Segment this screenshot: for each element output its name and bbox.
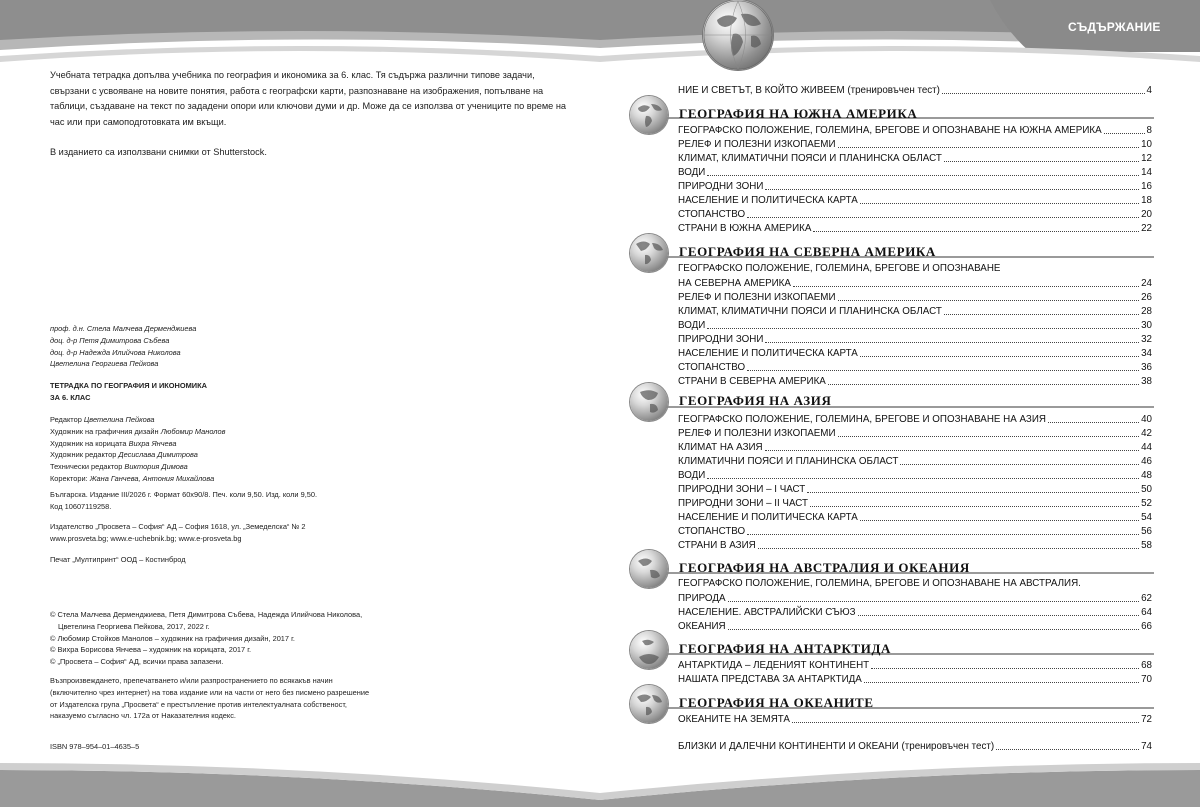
- toc-page-number: 28: [1141, 306, 1152, 317]
- toc-leader: [1104, 132, 1145, 134]
- toc-entry[interactable]: [678, 137, 1152, 151]
- toc-entry[interactable]: [678, 179, 1152, 193]
- toc-entry-title: БЛИЗКИ И ДАЛЕЧНИ КОНТИНЕНТИ И ОКЕАНИ (тренировъчен тест): [678, 741, 995, 752]
- toc-leader: [838, 299, 1140, 301]
- toc-leader: [747, 216, 1139, 218]
- toc-leader: [792, 721, 1139, 723]
- toc-leader: [793, 285, 1139, 287]
- toc-leader: [765, 341, 1139, 343]
- toc-entry[interactable]: [678, 262, 1152, 276]
- globe-icon: [630, 685, 668, 723]
- toc-entry[interactable]: [678, 207, 1152, 221]
- toc-entry-title: СТРАНИ В ЮЖНА АМЕРИКА: [678, 223, 812, 234]
- toc-leader: [1048, 421, 1139, 423]
- credit-name: Вихра Янчева: [128, 438, 177, 448]
- toc-entry-title: НА СЕВЕРНА АМЕРИКА: [678, 278, 791, 289]
- toc-page-number: 16: [1141, 181, 1152, 192]
- credit-role: Художник на графичния дизайн: [50, 426, 159, 436]
- toc-entry-title: ВОДИ: [678, 167, 706, 178]
- toc-entry-title: НАСЕЛЕНИЕ И ПОЛИТИЧЕСКА КАРТА: [678, 348, 858, 359]
- toc-page-number: 74: [1141, 741, 1152, 752]
- toc-entry-title: СТРАНИ В СЕВЕРНА АМЕРИКА: [678, 376, 826, 387]
- toc-page-number: 54: [1141, 512, 1152, 523]
- toc-entry[interactable]: [678, 304, 1152, 318]
- toc-entry[interactable]: [678, 346, 1152, 360]
- section-heading[interactable]: ГЕОГРАФИЯ НА ОКЕАНИТЕ: [679, 695, 874, 710]
- toc-entry-title: СТРАНИ В АЗИЯ: [678, 540, 756, 551]
- toc-entry[interactable]: [678, 591, 1152, 605]
- toc-entry-title: ПРИРОДА: [678, 593, 726, 604]
- copyright-line: © Стела Малчева Дерменджиева, Петя Димитрова Събева, Надежда Илийчова Николова,: [50, 610, 363, 619]
- book-title-line: ТЕТРАДКА ПО ГЕОГРАФИЯ И ИКОНОМИКА: [50, 381, 207, 390]
- toc-page-number: 36: [1141, 362, 1152, 373]
- edition-line: Българска. Издание III/2026 г. Формат 60х90/8. Печ. коли 9,50. Изд. коли 9,50.: [50, 490, 318, 499]
- toc-entry[interactable]: [678, 619, 1152, 633]
- toc-leader: [996, 748, 1139, 750]
- toc-entry[interactable]: [678, 123, 1152, 137]
- toc-entry-title: КЛИМАТ, КЛИМАТИЧНИ ПОЯСИ И ПЛАНИНСКА ОБЛАСТ: [678, 153, 942, 164]
- toc-page-number: 10: [1141, 139, 1152, 150]
- toc-entry-title: СТОПАНСТВО: [678, 362, 746, 373]
- toc-leader: [728, 628, 1140, 630]
- toc-entry[interactable]: [678, 510, 1152, 524]
- toc-entry[interactable]: [678, 712, 1152, 726]
- edition-line: Код 10607119258.: [50, 501, 112, 511]
- credit-role: Художник на корицата: [50, 438, 127, 448]
- legal-line: (включително чрез интернет) на това издание или на части от него без писмено разрешение: [50, 687, 370, 697]
- toc-page-number: 52: [1141, 498, 1152, 509]
- copyright-line: © Вихра Борисова Янчева – художник на корицата, 2017 г.: [50, 645, 252, 655]
- toc-entry[interactable]: [678, 165, 1152, 179]
- toc-entry-title: ПРИРОДНИ ЗОНИ – II ЧАСТ: [678, 498, 808, 509]
- toc-entry-title: КЛИМАТИЧНИ ПОЯСИ И ПЛАНИНСКА ОБЛАСТ: [678, 456, 899, 467]
- globe-icon: [630, 383, 668, 421]
- toc-entry[interactable]: [678, 658, 1152, 672]
- toc-entry[interactable]: [678, 482, 1152, 496]
- author: доц. д-р Надежда Илийчова Николова: [50, 347, 181, 357]
- toc-entry[interactable]: [678, 276, 1152, 290]
- toc-leader: [858, 614, 1140, 616]
- credit-name: Любомир Манолов: [160, 426, 226, 436]
- toc-entry[interactable]: [678, 360, 1152, 374]
- toc-leader: [758, 547, 1139, 549]
- toc-page-number: 64: [1141, 607, 1152, 618]
- toc-entry-title: ГЕОГРАФСКО ПОЛОЖЕНИЕ, ГОЛЕМИНА, БРЕГОВЕ И ОПОЗНАВАНЕ: [678, 263, 1001, 274]
- section-heading[interactable]: ГЕОГРАФИЯ НА АВСТРАЛИЯ И ОКЕАНИЯ: [679, 560, 970, 575]
- author: Цветелина Георгиева Пейкова: [50, 359, 159, 369]
- toc-leader: [864, 681, 1139, 683]
- credit-name: Виктория Димова: [124, 462, 188, 472]
- toc-leader: [747, 533, 1139, 535]
- toc-page-number: 50: [1141, 484, 1152, 495]
- toc-entry[interactable]: [678, 524, 1152, 538]
- toc-page-number: 18: [1141, 195, 1152, 206]
- legal-line: наказуемо съгласно чл. 172а от Наказателния кодекс.: [50, 711, 236, 721]
- toc-page-number: 22: [1141, 223, 1152, 234]
- toc-leader: [944, 160, 1139, 162]
- toc-entry-title: ОКЕАНИТЕ НА ЗЕМЯТА: [678, 714, 790, 725]
- toc-entry-title: РЕЛЕФ И ПОЛЕЗНИ ИЗКОПАЕМИ: [678, 428, 836, 439]
- intro-text: [50, 68, 568, 176]
- toc-page-number: 34: [1141, 348, 1152, 359]
- publisher-info: [50, 521, 306, 545]
- toc-entry-title: ВОДИ: [678, 470, 706, 481]
- toc-leader: [871, 667, 1139, 669]
- toc-leader: [813, 230, 1139, 232]
- credit-name: Десислава Димитрова: [118, 450, 198, 460]
- toc-leader: [810, 505, 1139, 507]
- toc-leader: [860, 202, 1139, 204]
- toc-page-number: 66: [1141, 621, 1152, 632]
- toc-page-number: 48: [1141, 470, 1152, 481]
- toc-entry-title: СТОПАНСТВО: [678, 209, 746, 220]
- isbn: ISBN 978–954–01–4635–5: [50, 742, 140, 751]
- toc-entry-title: СТОПАНСТВО: [678, 526, 746, 537]
- credit-line: [50, 426, 225, 438]
- toc-entry-title: КЛИМАТ, КЛИМАТИЧНИ ПОЯСИ И ПЛАНИНСКА ОБЛАСТ: [678, 306, 942, 317]
- toc-entry[interactable]: [678, 454, 1152, 468]
- book-title-line: ЗА 6. КЛАС: [50, 392, 91, 402]
- toc-entry[interactable]: [678, 538, 1152, 552]
- credit-role: Художник редактор: [50, 450, 117, 460]
- toc-leader: [728, 600, 1140, 602]
- credits-list: [50, 414, 225, 485]
- author: проф. д.н. Стела Малчева Дерменджиева: [50, 324, 197, 333]
- edition-info: [50, 489, 317, 513]
- globe-icon: [630, 631, 668, 669]
- toc-entry-title: КЛИМАТ НА АЗИЯ: [678, 442, 763, 453]
- toc-page-number: 14: [1141, 167, 1152, 178]
- toc-entry-title: АНТАРКТИДА – ЛЕДЕНИЯТ КОНТИНЕНТ: [678, 660, 870, 671]
- toc-entry[interactable]: [678, 605, 1152, 619]
- toc-page-number: 26: [1141, 292, 1152, 303]
- toc-page-number: 32: [1141, 334, 1152, 345]
- toc-leader: [942, 92, 1145, 94]
- legal-notice: [50, 675, 369, 722]
- credit-role: Редактор: [50, 415, 82, 424]
- credit-role: Технически редактор: [50, 462, 123, 472]
- copyright-line: Цветелина Георгиева Пейкова, 2017, 2022 г.: [58, 621, 210, 631]
- credit-name: Жана Ганчева, Антония Михайлова: [89, 473, 215, 483]
- toc-page-number: 40: [1141, 414, 1152, 425]
- toc-entry-title: ПРИРОДНИ ЗОНИ – I ЧАСТ: [678, 484, 806, 495]
- toc-entry-title: ВОДИ: [678, 320, 706, 331]
- credit-line: [50, 461, 225, 473]
- section-heading[interactable]: ГЕОГРАФИЯ НА АНТАРКТИДА: [679, 641, 892, 656]
- credit-name: Цветелина Пейкова: [83, 415, 155, 424]
- toc-leader: [807, 491, 1139, 493]
- toc-entry-title: НАСЕЛЕНИЕ. АВСТРАЛИЙСКИ СЪЮЗ: [678, 607, 856, 618]
- section-header-label: СЪДЪРЖАНИЕ: [1068, 20, 1161, 34]
- toc-page-number: 56: [1141, 526, 1152, 537]
- toc-entry-title: ПРИРОДНИ ЗОНИ: [678, 334, 764, 345]
- toc-page-number: 12: [1141, 153, 1152, 164]
- toc-entry-title: НАШАТА ПРЕДСТАВА ЗА АНТАРКТИДА: [678, 674, 862, 685]
- toc-entry-title: РЕЛЕФ И ПОЛЕЗНИ ИЗКОПАЕМИ: [678, 292, 836, 303]
- globe-icon: [630, 234, 668, 272]
- toc-page-number: 68: [1141, 660, 1152, 671]
- toc-entry-title: ОКЕАНИЯ: [678, 621, 726, 632]
- authors-list: [50, 323, 196, 370]
- toc-entry-title: НАСЕЛЕНИЕ И ПОЛИТИЧЕСКА КАРТА: [678, 512, 858, 523]
- credit-role: Коректори:: [50, 473, 88, 483]
- toc-entry[interactable]: [678, 221, 1152, 235]
- toc-entry[interactable]: [678, 151, 1152, 165]
- globe-icon: [630, 96, 668, 134]
- toc-page-number: 72: [1141, 714, 1152, 725]
- toc-leader: [765, 188, 1139, 190]
- book-title: [50, 380, 207, 404]
- toc-leader: [860, 519, 1139, 521]
- section-heading[interactable]: ГЕОГРАФИЯ НА АЗИЯ: [679, 393, 832, 408]
- toc-leader: [707, 327, 1139, 329]
- print-info: Печат „Мултипринт“ ООД – Костинброд: [50, 555, 186, 564]
- toc-entry-title: ПРИРОДНИ ЗОНИ: [678, 181, 764, 192]
- toc-page-number: 62: [1141, 593, 1152, 604]
- publisher-links: www.prosveta.bg; www.e-uchebnik.bg; www.e-prosveta.bg: [50, 533, 242, 543]
- toc-page-number: 30: [1141, 320, 1152, 331]
- toc-entry[interactable]: [678, 412, 1152, 426]
- credit-line: [50, 473, 225, 485]
- toc-entry[interactable]: [678, 374, 1152, 388]
- toc-leader: [707, 174, 1139, 176]
- toc-page-number: 38: [1141, 376, 1152, 387]
- toc-entry[interactable]: [678, 83, 1152, 97]
- toc-leader: [765, 449, 1139, 451]
- toc-entry-title: НИЕ И СВЕТЪТ, В КОЙТО ЖИВЕЕМ (тренировъчен тест): [678, 85, 940, 96]
- toc-leader: [707, 477, 1139, 479]
- toc-entry[interactable]: [678, 440, 1152, 454]
- toc-entry-title: РЕЛЕФ И ПОЛЕЗНИ ИЗКОПАЕМИ: [678, 139, 836, 150]
- toc-entry[interactable]: [678, 468, 1152, 482]
- globe-icon: [630, 550, 668, 588]
- publisher-line: Издателство „Просвета – София“ АД – София 1618, ул. „Земеделска“ № 2: [50, 522, 306, 531]
- legal-line: Възпроизвеждането, препечатването и/или разпространението по всякакъв начин: [50, 676, 333, 685]
- section-heading[interactable]: ГЕОГРАФИЯ НА СЕВЕРНА АМЕРИКА: [679, 244, 936, 259]
- toc-entry[interactable]: [678, 739, 1152, 753]
- toc-leader: [838, 435, 1140, 437]
- toc-entry[interactable]: [678, 332, 1152, 346]
- toc-entry-title: ГЕОГРАФСКО ПОЛОЖЕНИЕ, ГОЛЕМИНА, БРЕГОВЕ И ОПОЗНАВАНЕ НА АВСТРАЛИЯ.: [678, 578, 1081, 589]
- toc-page-number: 42: [1141, 428, 1152, 439]
- toc-entry[interactable]: [678, 290, 1152, 304]
- toc-entry[interactable]: [678, 193, 1152, 207]
- toc-leader: [860, 355, 1139, 357]
- credit-line: [50, 438, 225, 450]
- toc-page-number: 70: [1141, 674, 1152, 685]
- toc-leader: [944, 313, 1139, 315]
- toc-page-number: 44: [1141, 442, 1152, 453]
- toc-entry-title: ГЕОГРАФСКО ПОЛОЖЕНИЕ, ГОЛЕМИНА, БРЕГОВЕ И ОПОЗНАВАНЕ НА ЮЖНА АМЕРИКА: [678, 125, 1102, 136]
- legal-line: от Издателска група „Просвета“ е престъпление против интелектуалната собственост,: [50, 699, 347, 709]
- toc-leader: [828, 383, 1139, 385]
- toc-page-number: 58: [1141, 540, 1152, 551]
- credit-line: [50, 414, 225, 426]
- toc-page-number: 46: [1141, 456, 1152, 467]
- intro-paragraph: Учебната тетрадка допълва учебника по география и икономика за 6. клас. Тя съдържа различни типове задачи, свързани с усвояване на новите понятия, работа с географски карти, разпознаване на изображения, попълване на таблици, създаване на текст по зададени опори или ключови думи и др. Може да се използва от учениците по време на час или при самоподготовката им вкъщи.: [50, 70, 567, 127]
- toc-entry[interactable]: [678, 577, 1152, 591]
- toc-page-number: 8: [1146, 125, 1152, 136]
- credit-line: [50, 449, 225, 461]
- toc-entry[interactable]: [678, 672, 1152, 686]
- toc-entry-title: НАСЕЛЕНИЕ И ПОЛИТИЧЕСКА КАРТА: [678, 195, 858, 206]
- toc-leader: [838, 146, 1140, 148]
- copyright-line: © Любомир Стойков Манолов – художник на графичния дизайн, 2017 г.: [50, 633, 295, 643]
- author: доц. д-р Петя Димитрова Събева: [50, 335, 170, 345]
- toc-entry-title: ГЕОГРАФСКО ПОЛОЖЕНИЕ, ГОЛЕМИНА, БРЕГОВЕ И ОПОЗНАВАНЕ НА АЗИЯ: [678, 414, 1046, 425]
- intro-photo-credit: В изданието са използвани снимки от Shutterstock.: [50, 147, 267, 157]
- toc-entry[interactable]: [678, 496, 1152, 510]
- toc-entry[interactable]: [678, 426, 1152, 440]
- toc-page-number: 4: [1146, 85, 1152, 96]
- copyright-block: [50, 609, 362, 668]
- toc-leader: [900, 463, 1139, 465]
- toc-entry[interactable]: [678, 318, 1152, 332]
- copyright-line: © „Просвета – София“ АД, всички права запазени.: [50, 657, 224, 667]
- section-heading[interactable]: ГЕОГРАФИЯ НА ЮЖНА АМЕРИКА: [679, 106, 918, 121]
- toc-page-number: 20: [1141, 209, 1152, 220]
- toc-page-number: 24: [1141, 278, 1152, 289]
- toc-leader: [747, 369, 1139, 371]
